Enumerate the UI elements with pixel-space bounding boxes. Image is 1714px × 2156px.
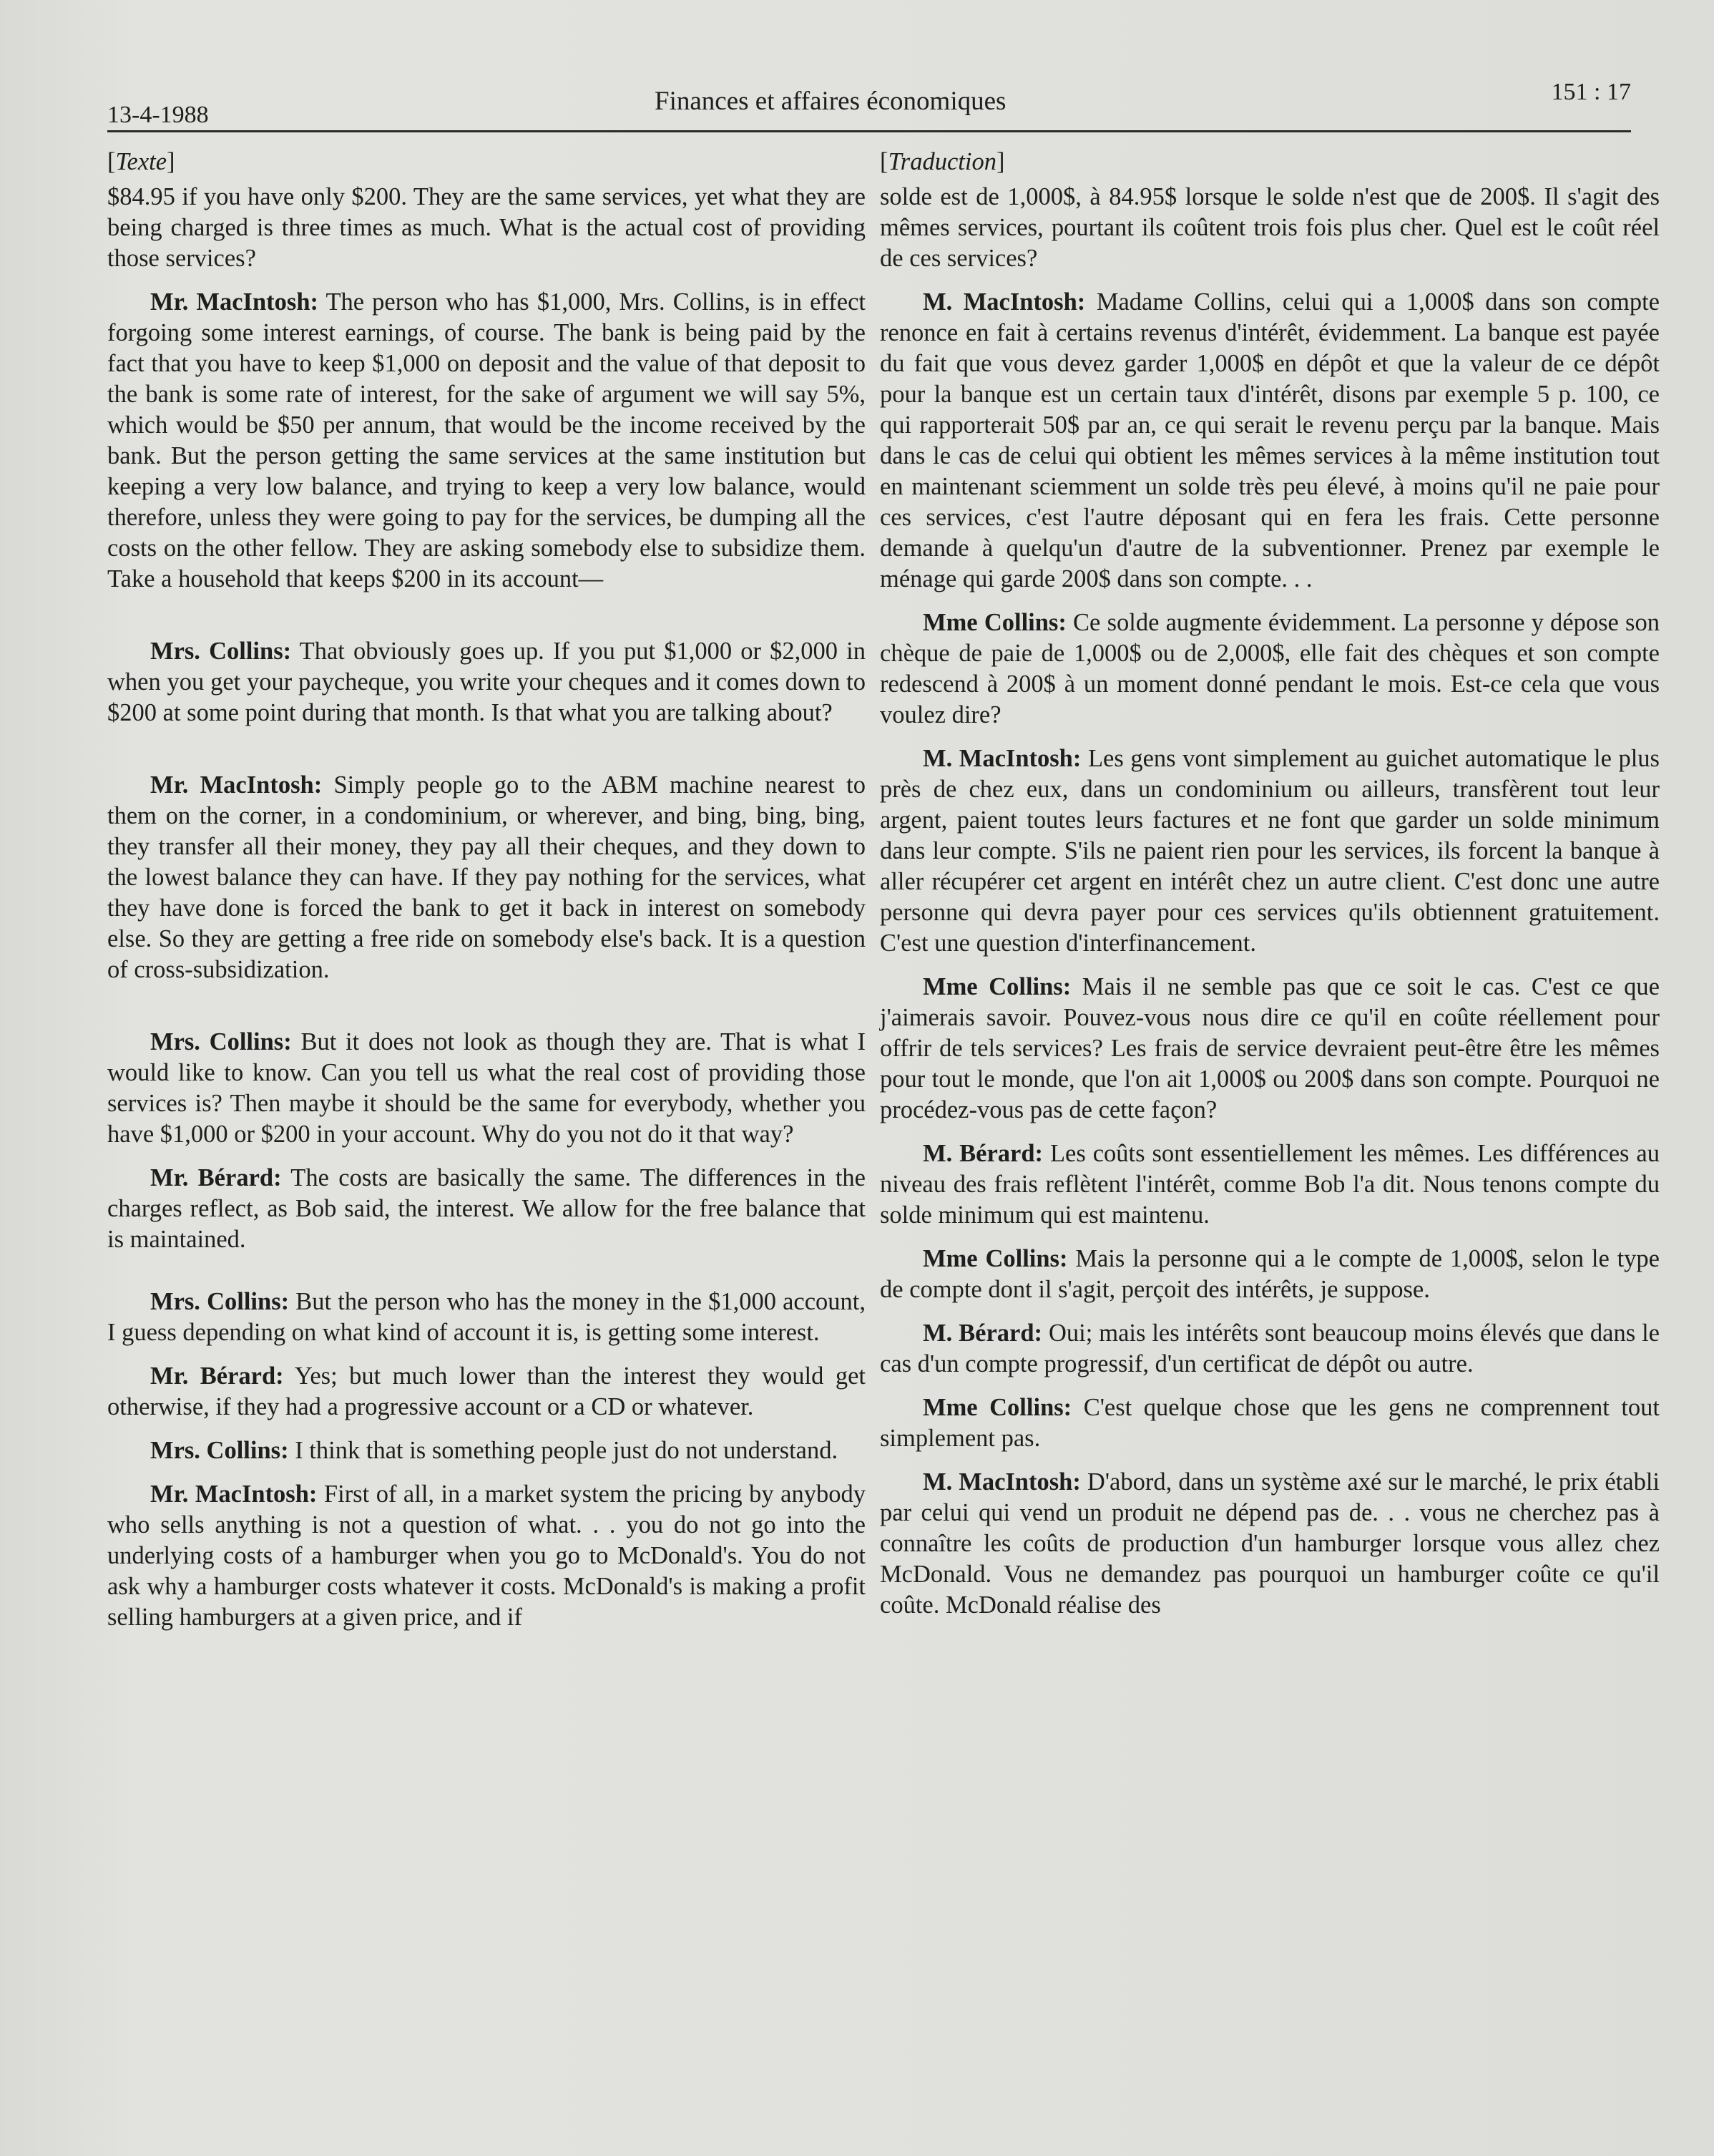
speaker-name: Mrs. Collins: xyxy=(150,1288,290,1315)
speech-text: I think that is something people just do not understand. xyxy=(288,1437,838,1464)
intro-paragraph: $84.95 if you have only $200. They are the same services, yet what they are being charged is three times as much. What is the actual cost of providing those services? xyxy=(107,183,866,272)
column-label: [Traduction] xyxy=(880,148,1005,175)
speech-paragraph xyxy=(880,1244,1660,1305)
speaker-name: Mrs. Collins: xyxy=(150,1437,289,1464)
speech-paragraph xyxy=(107,1361,866,1423)
speech-paragraph xyxy=(107,287,866,595)
speech-paragraph xyxy=(107,636,866,728)
header-date: 13-4-1988 xyxy=(107,102,209,128)
speech-text: Oui; mais les intérêts sont beaucoup moins élevés que dans le cas d'un compte progressif, d'un certificat de dépôt ou autre. xyxy=(880,1320,1660,1377)
column-label-text: Traduction xyxy=(888,148,996,175)
french-column xyxy=(880,147,1660,1621)
header-title: Finances et affaires économiques xyxy=(655,87,1007,116)
speaker-name: M. Bérard: xyxy=(923,1140,1044,1167)
speech-text: The person who has $1,000, Mrs. Collins, is in effect forgoing some interest earnings, of course. The bank is being paid by the fact that you have to keep $1,000 on deposit and the value of that deposit to the bank is some rate of interest, for the sake of argument we will say 5%, which would be $50 per annum, that would be the income received by the bank. But the person getting the same services at the same institution but keeping a very low balance, and trying to keep a very low balance, would therefore, unless they were going to pay for the services, be dumping all the costs on the other fellow. They are asking somebody else to subsidize them. Take a household that keeps $200 in its account— xyxy=(107,288,866,592)
speech-text: Yes; but much lower than the interest they would get otherwise, if they had a progressive account or a CD or whatever. xyxy=(107,1362,866,1420)
speaker-name: Mr. MacIntosh: xyxy=(150,771,323,799)
speaker-name: Mme Collins: xyxy=(923,973,1072,1000)
speech-paragraph xyxy=(107,1163,866,1255)
speech-paragraph xyxy=(107,1027,866,1150)
speaker-name: M. MacIntosh: xyxy=(923,745,1082,772)
speech-text: That obviously goes up. If you put $1,000 or $2,000 in when you get your paycheque, you write your cheques and it comes down to $200 at some point during that month. Is that what you are talking about? xyxy=(107,638,866,726)
speaker-name: Mrs. Collins: xyxy=(150,638,292,665)
speech-text: But the person who has the money in the $1,000 account, I guess depending on what kind of account it is, is getting some interest. xyxy=(107,1288,866,1346)
speaker-name: M. MacIntosh: xyxy=(923,1468,1081,1496)
speech-text: Mais il ne semble pas que ce soit le cas. C'est ce que j'aimerais savoir. Pouvez-vous nous dire ce qu'il en coûte réellement pour offrir de tels services? Les frais de service devraient peut-être être les mêmes pour tout le monde, que l'on ait 1,000$ ou 200$ dans son compte. Pourquoi ne procédez-vous pas de cette façon? xyxy=(880,973,1660,1123)
header-rule xyxy=(107,130,1631,132)
speaker-name: Mr. Bérard: xyxy=(150,1362,284,1390)
speech-text: First of all, in a market system the pricing by anybody who sells anything is not a question of what. . . you do not go into the underlying costs of a hamburger when you go to McDonald's. You do not ask why a hamburger costs whatever it costs. McDonald's is making a profit selling hamburgers at a given price, and if xyxy=(107,1481,866,1631)
speech-paragraph xyxy=(880,1392,1660,1454)
speech-text: Les gens vont simplement au guichet automatique le plus près de chez eux, dans un condominium ou ailleurs, transfèrent tout leur argent, paient toutes leurs factures et ne font que garder un solde minimum dans leur compte. S'ils ne paient rien pour les services, ils forcent la banque à aller récupérer cet argent en intérêt chez un autre client. C'est donc une autre personne qui devra payer pour ces services qu'ils obtiennent gratuitement. C'est une question d'interfinancement. xyxy=(880,745,1660,957)
speech-text: C'est quelque chose que les gens ne comprennent tout simplement pas. xyxy=(880,1394,1660,1452)
speech-paragraph xyxy=(880,743,1660,959)
speech-paragraph xyxy=(107,1479,866,1633)
speech-paragraph xyxy=(880,1467,1660,1621)
english-column xyxy=(107,147,866,1633)
page-header xyxy=(107,72,1631,136)
speaker-name: Mme Collins: xyxy=(923,609,1067,636)
intro-paragraph: solde est de 1,000$, à 84.95$ lorsque le solde n'est que de 200$. Il s'agit des mêmes services, pourtant ils coûtent trois fois plus cher. Quel est le coût réel de ces services? xyxy=(880,183,1660,272)
speech-paragraph xyxy=(107,1287,866,1348)
speech-paragraph xyxy=(880,287,1660,595)
speech-paragraph xyxy=(880,608,1660,731)
speaker-name: Mr. MacIntosh: xyxy=(150,288,318,316)
speaker-name: M. MacIntosh: xyxy=(923,288,1086,316)
speech-text: Ce solde augmente évidemment. La personne y dépose son chèque de paie de 1,000$ ou de 2,000$, elle fait des chèques et son compte redescend à 200$ à un moment donné pendant le mois. Est-ce cela que vous voulez dire? xyxy=(880,609,1660,728)
speaker-name: Mrs. Collins: xyxy=(150,1028,292,1055)
speaker-name: Mme Collins: xyxy=(923,1245,1068,1272)
speaker-name: Mr. Bérard: xyxy=(150,1164,282,1191)
speech-paragraph xyxy=(107,770,866,985)
speech-paragraph xyxy=(107,1435,866,1466)
speech-text: But it does not look as though they are. That is what I would like to know. Can you tell us what the real cost of providing those services is? Then maybe it should be the same for everybody, whether you have $1,000 or $200 in your account. Why do you not do it that way? xyxy=(107,1028,866,1148)
speech-text: Mais la personne qui a le compte de 1,000$, selon le type de compte dont il s'agit, perçoit des intérêts, je suppose. xyxy=(880,1245,1660,1303)
speech-paragraph xyxy=(880,1138,1660,1231)
column-label-text: Texte xyxy=(115,148,167,175)
speech-text: The costs are basically the same. The differences in the charges reflect, as Bob said, the interest. We allow for the free balance that is maintained. xyxy=(107,1164,866,1253)
speech-text: D'abord, dans un système axé sur le marché, le prix établi par celui qui vend un produit ne dépend pas de. . . vous ne cherchez pas à connaître les coûts de production d'un hamburger lorsque vous allez chez McDonald. Vous ne demandez pas pourquoi un hamburger coûte ce qu'il coûte. McDonald réalise des xyxy=(880,1468,1660,1619)
speaker-name: Mme Collins: xyxy=(923,1394,1072,1421)
column-label: [Texte] xyxy=(107,148,175,175)
speech-text: Madame Collins, celui qui a 1,000$ dans son compte renonce en fait à certains revenus d'intérêt, évidemment. La banque est payée du fait que vous devez garder 1,000$ en dépôt et que la valeur de ce dépôt pour la banque est un certain taux d'intérêt, disons par exemple 5 p. 100, ce qui rapporterait 50$ par an, ce qui serait le revenu perçu par la banque. Mais dans le cas de celui qui obtient les mêmes services à la même institution tout en maintenant sciemment un solde très peu élevé, à moins qu'il ne paie pour ces services, c'est l'autre déposant qui en fera les frais. Cette personne demande à quelqu'un d'autre de la subventionner. Prenez par exemple le ménage qui garde 200$ dans son compte. . . xyxy=(880,288,1660,592)
speech-paragraph xyxy=(880,972,1660,1126)
speech-paragraph xyxy=(880,1318,1660,1380)
speaker-name: Mr. MacIntosh: xyxy=(150,1481,318,1508)
header-page-number: 151 : 17 xyxy=(1551,79,1631,105)
speaker-name: M. Bérard: xyxy=(923,1320,1043,1347)
speech-text: Simply people go to the ABM machine nearest to them on the corner, in a condominium, or wherever, and bing, bing, bing, they transfer all their money, they pay all their cheques, and they down to the lowest balance they can have. If they pay nothing for the services, what they have done is forced the bank to get it back in interest on somebody else. So they are getting a free ride on somebody else's back. It is a question of cross-subsidization. xyxy=(107,771,866,983)
speech-text: Les coûts sont essentiellement les mêmes. Les différences au niveau des frais reflètent l'intérêt, comme Bob l'a dit. Nous tenons compte du solde minimum qui est maintenu. xyxy=(880,1140,1660,1229)
